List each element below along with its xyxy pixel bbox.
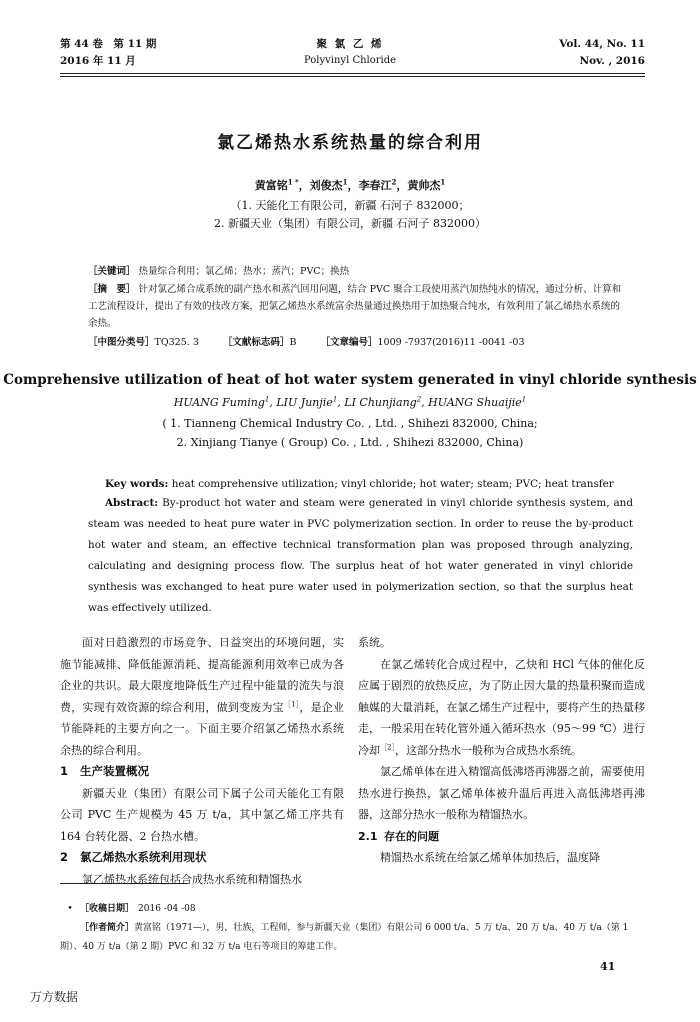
- watermark: 万方数据: [30, 990, 79, 1004]
- article-title-cn: 氯乙烯热水系统热量的综合利用: [217, 133, 483, 153]
- abstract-cn-label: ［摘 要］: [88, 284, 136, 295]
- author-en-3: , LI Chunjiang: [337, 396, 417, 409]
- received-label: ［收稿日期］: [80, 904, 135, 914]
- author-3-sup: 2: [391, 177, 397, 187]
- author-en-3-sup: 2: [416, 395, 422, 404]
- clc-value: TQ325. 3: [154, 337, 199, 348]
- subsection-heading: 2.1 存在的问题: [358, 829, 439, 843]
- author-1: 黄富铭: [254, 179, 288, 192]
- body-paragraph: 精馏热水系统在给氯乙烯单体加热后，温度降: [380, 851, 600, 864]
- received-date: 2016 -04 -08: [138, 904, 196, 914]
- author-bio-text: 黄富铭（1971—），男，壮族，工程师，参与新疆天业（集团）有限公司 6 000 t/a、5 万 t/a、20 万 t/a、40 万 t/a（第 1 期）、40 万 t/a（第 2 期）PVC 和 32 万 t/a 电石等项目的筹建工作。: [60, 923, 629, 952]
- keywords-en-text: heat comprehensive utilization; vinyl chloride; hot water; steam; PVC; heat transfer: [171, 478, 614, 490]
- section-heading-2: 2 氯乙烯热水系统利用现状: [60, 850, 207, 864]
- body-right-column: [358, 632, 645, 869]
- author-en-1: HUANG Fuming: [173, 396, 265, 409]
- doc-code-label: ［文献标志码］: [222, 337, 290, 348]
- author-4: ，黄帅杰: [396, 179, 441, 192]
- body-paragraph: 新疆天业（集团）有限公司下属子公司天能化工有限公司 PVC 生产规模为 45 万 t/a，其中氯乙烯工序共有 164 台转化器、2 台热水槽。: [60, 786, 344, 843]
- date-en: Nov. , 2016: [579, 55, 645, 67]
- author-2-sup: 1: [342, 177, 348, 187]
- clc-label: ［中图分类号］: [88, 337, 155, 348]
- body-paragraph: 系统。: [358, 636, 391, 649]
- abstract-en-text: By-product hot water and steam were generated in vinyl chloride synthesis system, and steam was needed to heat pure water in PVC polymerization section. In order to reuse the by-product hot water and steam, an effective technical transformation plan was proposed through analyzing, calculating and designing process flow. The surplus heat of hot water generated in vinyl chloride synthesis was exchanged to heat pure water used in polymerization section, so that the surplus heat was effectively utilized.: [88, 497, 633, 614]
- volume-issue-en: Vol. 44, No. 11: [559, 38, 645, 50]
- author-en-1-sup: 1: [264, 395, 270, 404]
- citation-ref: ［2］: [380, 742, 395, 751]
- date-cn: 2016 年 11 月: [60, 55, 136, 67]
- author-en-2: , LIU Junjie: [269, 396, 333, 409]
- footnote-received: [60, 900, 645, 919]
- abstract-cn: [88, 281, 628, 332]
- keywords-cn: [88, 263, 628, 280]
- author-en-4: , HUANG Shuaijie: [421, 396, 522, 409]
- footnote-author-bio: [60, 919, 645, 957]
- abstract-en-label: Abstract:: [105, 497, 159, 509]
- author-3: ，李春江: [347, 179, 392, 192]
- author-1-sup: 1 *: [287, 177, 299, 187]
- affiliation-en-1: ( 1. Tianneng Chemical Industry Co. , Ltd. , Shihezi 832000, China;: [162, 417, 538, 430]
- volume-issue-cn: 第 44 卷 第 11 期: [60, 38, 157, 50]
- affiliation-cn-1: （1. 天能化工有限公司，新疆 石河子 832000；: [230, 199, 470, 212]
- author-bio-label: ［作者简介］: [80, 923, 135, 933]
- abstract-cn-text: 针对氯乙烯合成系统的副产热水和蒸汽回用问题，结合 PVC 聚合工段使用蒸汽加热纯水的情况，通过分析、计算和工艺流程设计，提出了有效的技改方案，把氯乙烯热水系统富余热量通过换热用于加热聚合纯水，有效利用了氯乙烯热水系统的余热。: [88, 284, 622, 329]
- keywords-en-label: Key words:: [105, 478, 169, 490]
- keywords-cn-text: 热量综合利用；氯乙烯；热水；蒸汽；PVC；换热: [138, 266, 350, 277]
- classification-line: [88, 334, 628, 351]
- article-title-en: Comprehensive utilization of heat of hot water system generated in vinyl chloride synthesis: [3, 372, 697, 388]
- citation-ref: ［1］: [283, 699, 300, 708]
- section-heading-1: 1 生产装置概况: [60, 764, 149, 778]
- author-4-sup: 1: [440, 177, 446, 187]
- journal-name-cn: 聚 氯 乙 烯: [316, 38, 384, 50]
- authors-cn: [0, 177, 700, 193]
- header-rule-double: [60, 76, 645, 77]
- keywords-en: [105, 474, 633, 495]
- affiliation-en-2: 2. Xinjiang Tianye ( Group) Co. , Ltd. , Shihezi 832000, China): [176, 436, 524, 449]
- body-left-column: [60, 632, 344, 890]
- body-paragraph: 氯乙烯热水系统包括合成热水系统和精馏热水: [82, 872, 302, 886]
- keywords-cn-label: ［关键词］: [88, 266, 136, 277]
- abstract-en: [88, 493, 633, 619]
- article-no-value: 1009 -7937(2016)11 -0041 -03: [377, 337, 525, 348]
- journal-name-en: Polyvinyl Chloride: [303, 55, 397, 66]
- footnote-rule: [60, 883, 188, 884]
- footnote-bullet: •: [67, 904, 73, 914]
- affiliation-cn-2: 2. 新疆天业（集团）有限公司，新疆 石河子 832000）: [214, 217, 486, 230]
- header-rule: [60, 73, 645, 74]
- body-paragraph: 面对日趋激烈的市场竞争、日益突出的环境问题，实施节能减排、降低能源消耗、提高能源利用效率已成为各企业的共识。最大限度地降低生产过程中能量的流失与浪费，实现有效资源的综合利用，做到变废为宝$^{[1]}$，是企业节能降耗的主要方向之一。下面主要介绍氯乙烯热水系统余热的综合利用。: [60, 636, 345, 757]
- body-paragraph: 氯乙烯单体在进入精馏高低沸塔再沸器之前，需要使用热水进行换热，氯乙烯单体被升温后再进入高低沸塔再沸器，这部分热水一般称为精馏热水。: [358, 765, 645, 821]
- author-en-4-sup: 1: [521, 395, 527, 404]
- body-paragraph: 在氯乙烯转化合成过程中，乙炔和 HCl 气体的催化反应属于剧烈的放热反应，为了防止因大量的热量积聚而造成触媒的大量消耗，在氯乙烯生产过程中，要将产生的热量移走，一般采用在转化管外通入循环热水（95～99 ℃）进行冷却$^{[2]}$，这部分热水一般称为合成热水系统。: [358, 657, 645, 757]
- doc-code-value: B: [289, 337, 297, 348]
- author-en-2-sup: 1: [332, 395, 338, 404]
- article-no-label: ［文章编号］: [320, 337, 378, 348]
- page-number: 41: [600, 960, 616, 973]
- author-2: ，刘俊杰: [298, 179, 343, 192]
- authors-en: [0, 396, 700, 409]
